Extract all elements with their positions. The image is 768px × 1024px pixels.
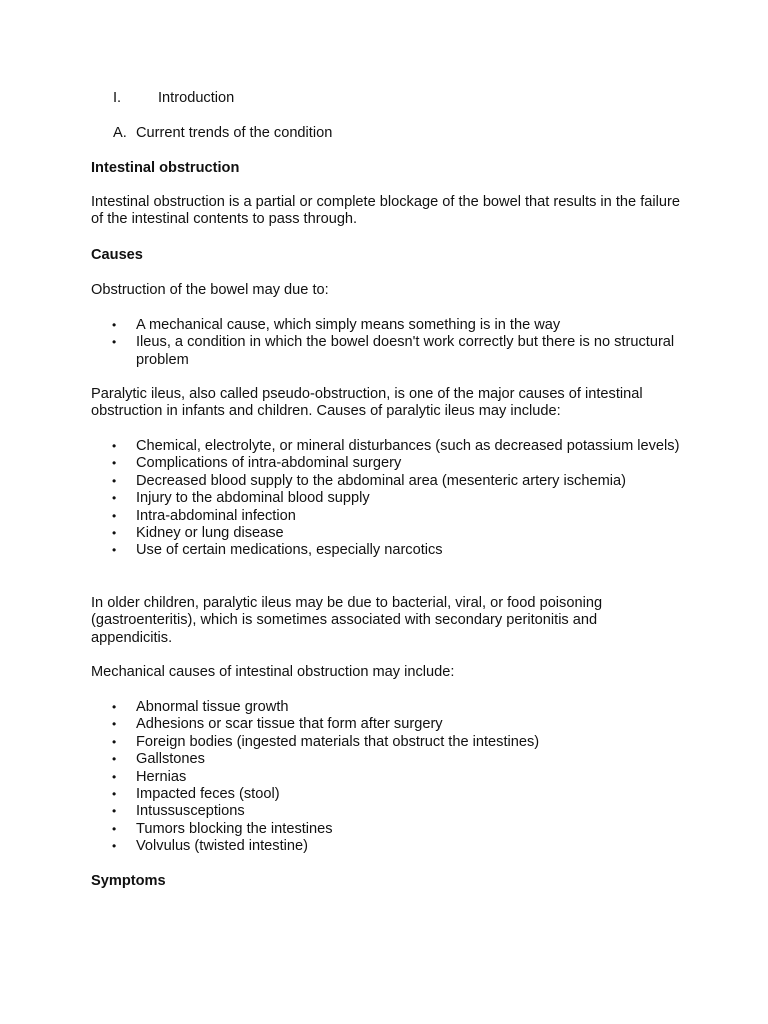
section-heading-intestinal-obstruction: Intestinal obstruction <box>91 160 240 176</box>
list-item <box>91 438 681 455</box>
bullet-icon: • <box>112 318 117 332</box>
list-item <box>91 803 681 820</box>
bullet-icon: • <box>112 508 117 523</box>
list-item <box>91 525 681 542</box>
list-item-text: Foreign bodies (ingested materials that obstruct the intestines) <box>136 733 540 750</box>
outline-sub-letter: A. <box>113 125 127 141</box>
list-item-text: Decreased blood supply to the abdominal area (mesenteric artery ischemia) <box>136 472 626 489</box>
causes-list <box>91 317 681 369</box>
bullet-icon: • <box>112 335 117 350</box>
bullet-icon: • <box>112 526 117 541</box>
causes-intro-paragraph: Obstruction of the bowel may due to: <box>91 282 329 298</box>
bullet-icon: • <box>112 543 117 558</box>
list-item-text: Complications of intra-abdominal surgery <box>136 455 402 472</box>
list-item <box>91 490 681 507</box>
paralytic-ileus-causes-list <box>91 438 681 560</box>
outline-section-title: Introduction <box>158 90 235 106</box>
list-item <box>91 508 681 525</box>
bullet-icon: • <box>112 473 117 488</box>
bullet-icon: • <box>112 839 117 854</box>
list-item-text: Abnormal tissue growth <box>136 699 289 715</box>
bullet-icon: • <box>112 787 117 802</box>
list-item <box>91 317 681 334</box>
bullet-icon: • <box>112 717 117 732</box>
list-item <box>91 751 681 768</box>
bullet-icon: • <box>112 491 117 506</box>
list-item <box>91 699 681 716</box>
list-item-text: Tumors blocking the intestines <box>136 820 333 837</box>
outline-numeral: I. <box>113 90 122 106</box>
list-item-text: Injury to the abdominal blood supply <box>136 490 370 507</box>
list-item-text: Gallstones <box>136 751 205 768</box>
older-children-paragraph: In older children, paralytic ileus may be due to bacterial, viral, or food poisoning (gastroenteritis), which is sometimes associated with secondary peritonitis and appendicitis. <box>91 595 603 646</box>
list-item-text: A mechanical cause, which simply means something is in the way <box>136 317 561 333</box>
list-item-text: Impacted feces (stool) <box>136 786 280 803</box>
bullet-icon: • <box>112 734 117 749</box>
list-item <box>91 786 681 803</box>
bullet-icon: • <box>112 456 117 471</box>
list-item <box>91 821 681 838</box>
list-item-text: Adhesions or scar tissue that form after surgery <box>136 716 443 733</box>
bullet-icon: • <box>112 821 117 836</box>
list-item-text: Kidney or lung disease <box>136 525 284 542</box>
list-item-text: Intra-abdominal infection <box>136 507 296 524</box>
bullet-icon: • <box>112 752 117 767</box>
list-item-text: Intussusceptions <box>136 803 245 820</box>
outline-sub-title: Current trends of the condition <box>136 125 333 141</box>
paralytic-ileus-paragraph: Paralytic ileus, also called pseudo-obstruction, is one of the major causes of intestinal obstruction in infants and children. Causes of paralytic ileus may include: <box>91 386 643 420</box>
bullet-icon: • <box>112 769 117 784</box>
list-item-text: Use of certain medications, especially narcotics <box>136 542 443 559</box>
list-item-text: Hernias <box>136 768 187 785</box>
list-item-text: Ileus, a condition in which the bowel doesn't work correctly but there is no structural problem <box>136 334 675 368</box>
mechanical-causes-intro: Mechanical causes of intestinal obstruction may include: <box>91 664 455 680</box>
list-item <box>91 734 681 751</box>
bullet-icon: • <box>112 804 117 819</box>
list-item <box>91 838 681 855</box>
list-item <box>91 769 681 786</box>
list-item <box>91 334 681 369</box>
bullet-icon: • <box>112 439 117 453</box>
list-item-text: Chemical, electrolyte, or mineral disturbances (such as decreased potassium levels) <box>136 438 680 454</box>
list-item <box>91 473 681 490</box>
mechanical-causes-list <box>91 699 681 856</box>
definition-paragraph: Intestinal obstruction is a partial or complete blockage of the bowel that results in the failure of the intestinal contents to pass through. <box>91 194 680 228</box>
section-heading-symptoms: Symptoms <box>91 873 166 889</box>
list-item-text: Volvulus (twisted intestine) <box>136 838 308 855</box>
section-heading-causes: Causes <box>91 247 143 263</box>
list-item <box>91 716 681 733</box>
bullet-icon: • <box>112 700 117 714</box>
list-item <box>91 455 681 472</box>
list-item <box>91 542 681 559</box>
